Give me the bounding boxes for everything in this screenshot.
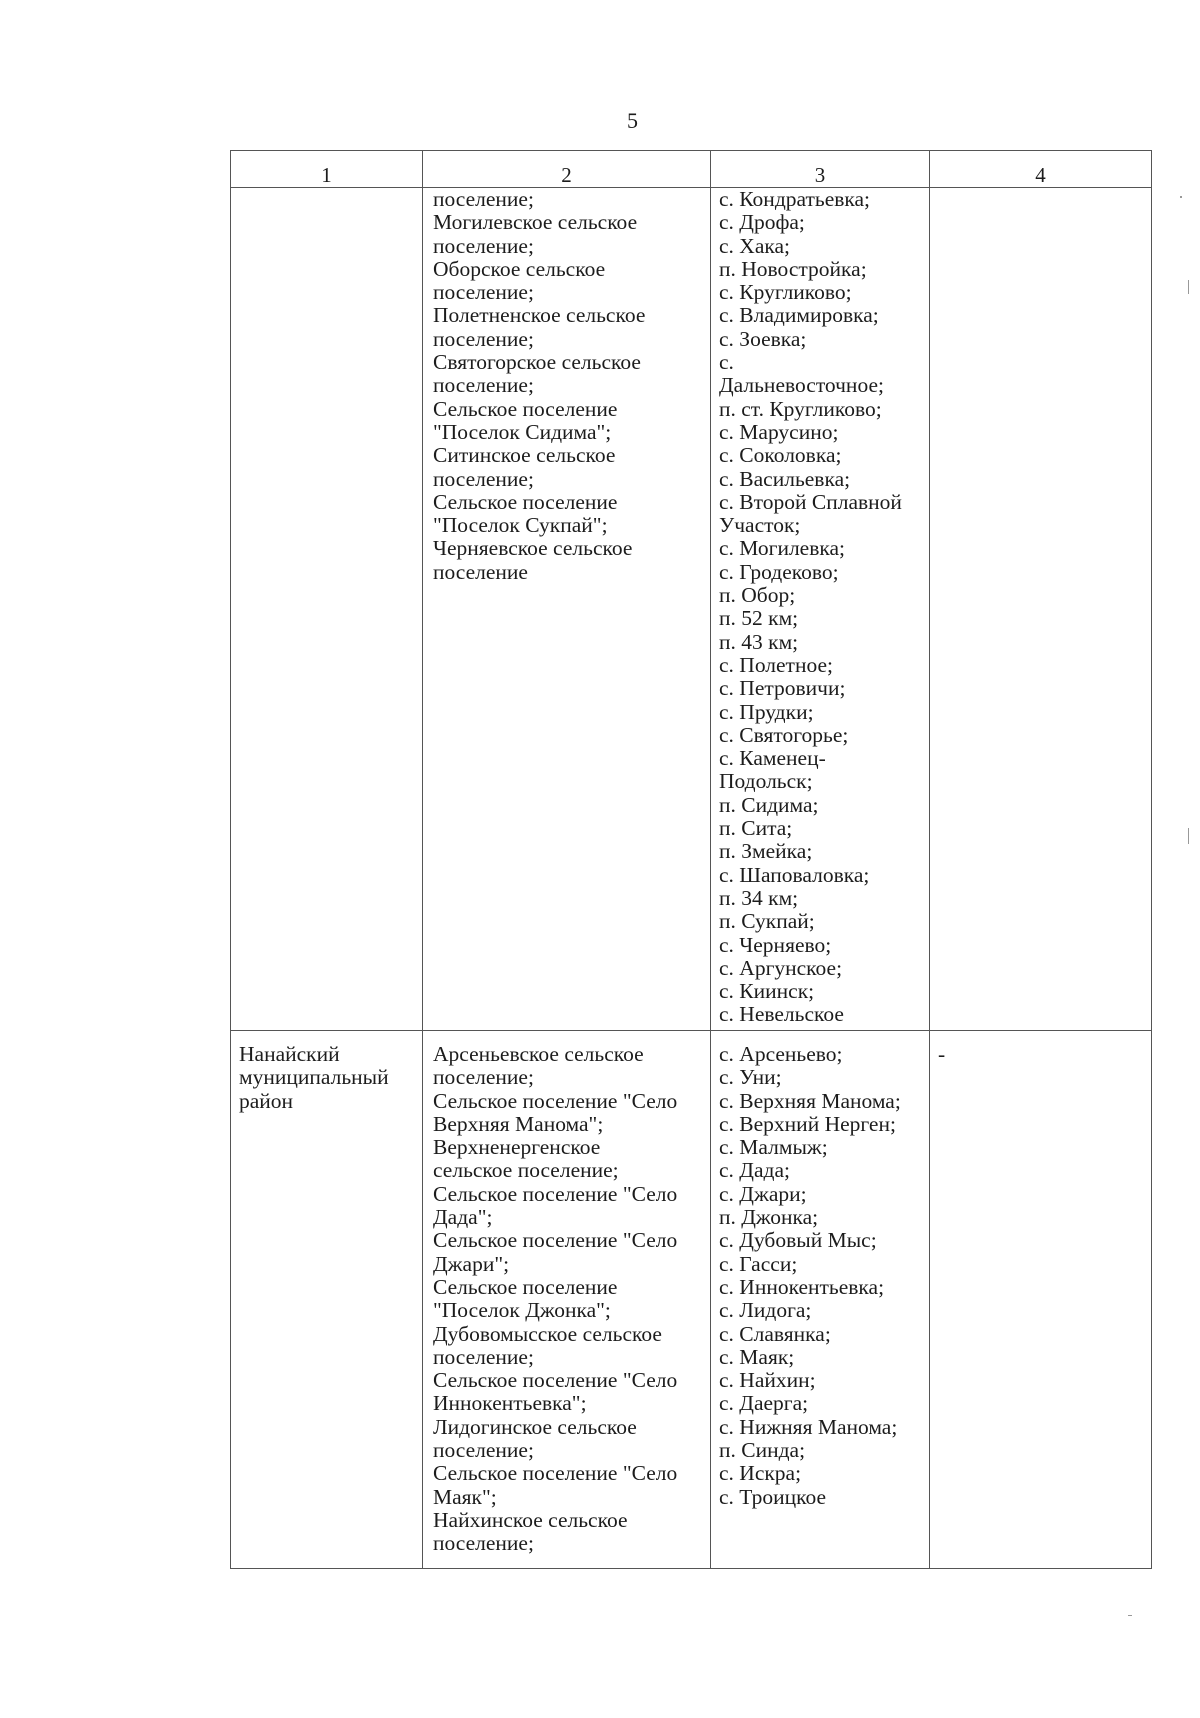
text-line: с. Петровичи;: [719, 676, 846, 701]
text-line: "Поселок Сидима";: [433, 419, 612, 444]
text-line: с. Иннокентьевка;: [719, 1274, 885, 1299]
text-line: Оборское сельское: [433, 256, 606, 281]
notes-cell: [930, 1031, 1152, 1569]
text-line: с. Шаповаловка;: [719, 862, 870, 887]
text-line: поселение;: [433, 466, 534, 491]
text-line: с. Аргунское;: [719, 955, 843, 980]
text-line: с. Найхин;: [719, 1368, 816, 1393]
text-line: с. Невельское: [719, 1002, 844, 1027]
text-line: Иннокентьевка";: [433, 1391, 587, 1416]
page-number: 5: [627, 108, 638, 133]
text-line: п. ст. Кругликово;: [719, 396, 882, 421]
text-line: -: [938, 1042, 946, 1066]
text-line: Участок;: [719, 513, 801, 538]
text-line: с. Могилевка;: [719, 536, 846, 561]
text-line: поселение;: [433, 1065, 534, 1090]
text-line: Сельское поселение: [433, 1274, 618, 1299]
text-line: поселение;: [433, 233, 534, 258]
text-line: Сельское поселение "Село: [433, 1368, 678, 1393]
text-line: поселение;: [433, 1438, 534, 1463]
column-header: 4: [930, 151, 1152, 188]
text-line: с. Верхний Нерген;: [719, 1111, 896, 1136]
text-line: поселение;: [433, 1344, 534, 1369]
text-line: Сельское поселение "Село: [433, 1461, 678, 1486]
text-line: Лидогинское сельское: [433, 1414, 637, 1439]
text-line: с. Уни;: [719, 1065, 782, 1090]
text-line: с. Дада;: [719, 1158, 790, 1183]
text-line: Сельское поселение "Село: [433, 1228, 678, 1253]
text-line: п. 52 км;: [719, 606, 799, 631]
text-line: с. Зоевка;: [719, 326, 807, 351]
text-line: поселение;: [433, 1531, 534, 1556]
column-header: 2: [423, 151, 711, 188]
column-header: 3: [711, 151, 930, 188]
text-line: поселение;: [433, 280, 534, 305]
table-row: [231, 1031, 1152, 1569]
text-line: п. Сукпай;: [719, 909, 815, 934]
text-line: Джари";: [433, 1251, 510, 1276]
text-line: п. Сидима;: [719, 792, 819, 817]
text-line: Дальневосточное;: [719, 373, 884, 398]
text-line: Сельское поселение "Село: [433, 1181, 678, 1206]
text-line: п. 43 км;: [719, 629, 799, 654]
text-line: Могилевское сельское: [433, 210, 638, 235]
settlements-cell: [423, 1031, 711, 1569]
text-line: с. Верхняя Манома;: [719, 1088, 901, 1113]
text-line: Нанайский: [239, 1042, 340, 1066]
text-line: п. Новостройка;: [719, 256, 867, 281]
text-line: с. Святогорье;: [719, 722, 849, 747]
text-line: Сельское поселение: [433, 489, 618, 514]
table-row: [231, 188, 1152, 1031]
text-line: Полетненское сельское: [433, 303, 646, 328]
text-line: с.: [719, 350, 734, 375]
text-line: с. Каменец-: [719, 746, 826, 771]
text-line: Сельское поселение "Село: [433, 1088, 678, 1113]
text-line: Верхняя Манома";: [433, 1111, 604, 1136]
text-line: п. 34 км;: [719, 885, 799, 910]
text-line: п. Обор;: [719, 583, 796, 608]
text-line: Маяк";: [433, 1484, 497, 1509]
settlements-table: [230, 150, 1152, 1569]
text-line: с. Гродеково;: [719, 559, 839, 584]
text-line: с. Владимировка;: [719, 303, 879, 328]
text-line: с. Дрофа;: [719, 210, 805, 235]
text-line: район: [239, 1088, 294, 1113]
text-line: поселение: [433, 559, 528, 584]
text-line: Дада";: [433, 1205, 493, 1230]
text-line: Святогорское сельское: [433, 350, 641, 375]
text-line: с. Искра;: [719, 1461, 802, 1486]
text-line: с. Кругликово;: [719, 280, 852, 305]
district-cell: [231, 188, 423, 1031]
text-line: с. Прудки;: [719, 699, 814, 724]
text-line: с. Кондратьевка;: [719, 187, 871, 211]
text-line: Найхинское сельское: [433, 1507, 628, 1532]
text-line: Ситинское сельское: [433, 443, 616, 468]
text-line: с. Троицкое: [719, 1484, 827, 1509]
text-line: с. Черняево;: [719, 932, 832, 957]
text-line: п. Синда;: [719, 1438, 806, 1463]
text-line: Сельское поселение: [433, 396, 618, 421]
text-line: Черняевское сельское: [433, 536, 633, 561]
text-line: с. Арсеньево;: [719, 1042, 843, 1066]
text-line: Дубовомысское сельское: [433, 1321, 662, 1346]
text-line: муниципальный: [239, 1065, 389, 1090]
text-line: с. Киинск;: [719, 979, 815, 1004]
text-line: с. Джари;: [719, 1181, 807, 1206]
text-line: Подольск;: [719, 769, 813, 794]
district-cell: [231, 1031, 423, 1569]
text-line: сельское поселение;: [433, 1158, 619, 1183]
text-line: Арсеньевское сельское: [433, 1042, 644, 1066]
text-line: с. Даерга;: [719, 1391, 809, 1416]
text-line: поселение;: [433, 373, 534, 398]
text-line: с. Гасси;: [719, 1251, 798, 1276]
text-line: с. Полетное;: [719, 652, 833, 677]
text-line: с. Славянка;: [719, 1321, 831, 1346]
text-line: Верхненергенское: [433, 1135, 601, 1160]
text-line: п. Сита;: [719, 816, 793, 841]
text-line: с. Соколовка;: [719, 443, 842, 468]
text-line: поселение;: [433, 326, 534, 351]
column-header: 1: [231, 151, 423, 188]
text-line: поселение;: [433, 187, 534, 211]
settlements-cell: [423, 188, 711, 1031]
text-line: с. Маяк;: [719, 1344, 795, 1369]
text-line: "Поселок Сукпай";: [433, 513, 608, 538]
text-line: с. Марусино;: [719, 419, 839, 444]
text-line: с. Лидога;: [719, 1298, 812, 1323]
localities-cell: [711, 188, 930, 1031]
text-line: с. Второй Сплавной: [719, 489, 902, 514]
text-line: "Поселок Джонка";: [433, 1298, 611, 1323]
text-line: п. Джонка;: [719, 1205, 819, 1230]
text-line: с. Малмыж;: [719, 1135, 828, 1160]
text-line: с. Дубовый Мыс;: [719, 1228, 877, 1253]
table-header-row: [231, 151, 1152, 188]
notes-cell: [930, 188, 1152, 1031]
text-line: с. Хака;: [719, 233, 790, 258]
text-line: п. Змейка;: [719, 839, 813, 864]
text-line: с. Васильевка;: [719, 466, 851, 491]
localities-cell: [711, 1031, 930, 1569]
text-line: с. Нижняя Манома;: [719, 1414, 898, 1439]
